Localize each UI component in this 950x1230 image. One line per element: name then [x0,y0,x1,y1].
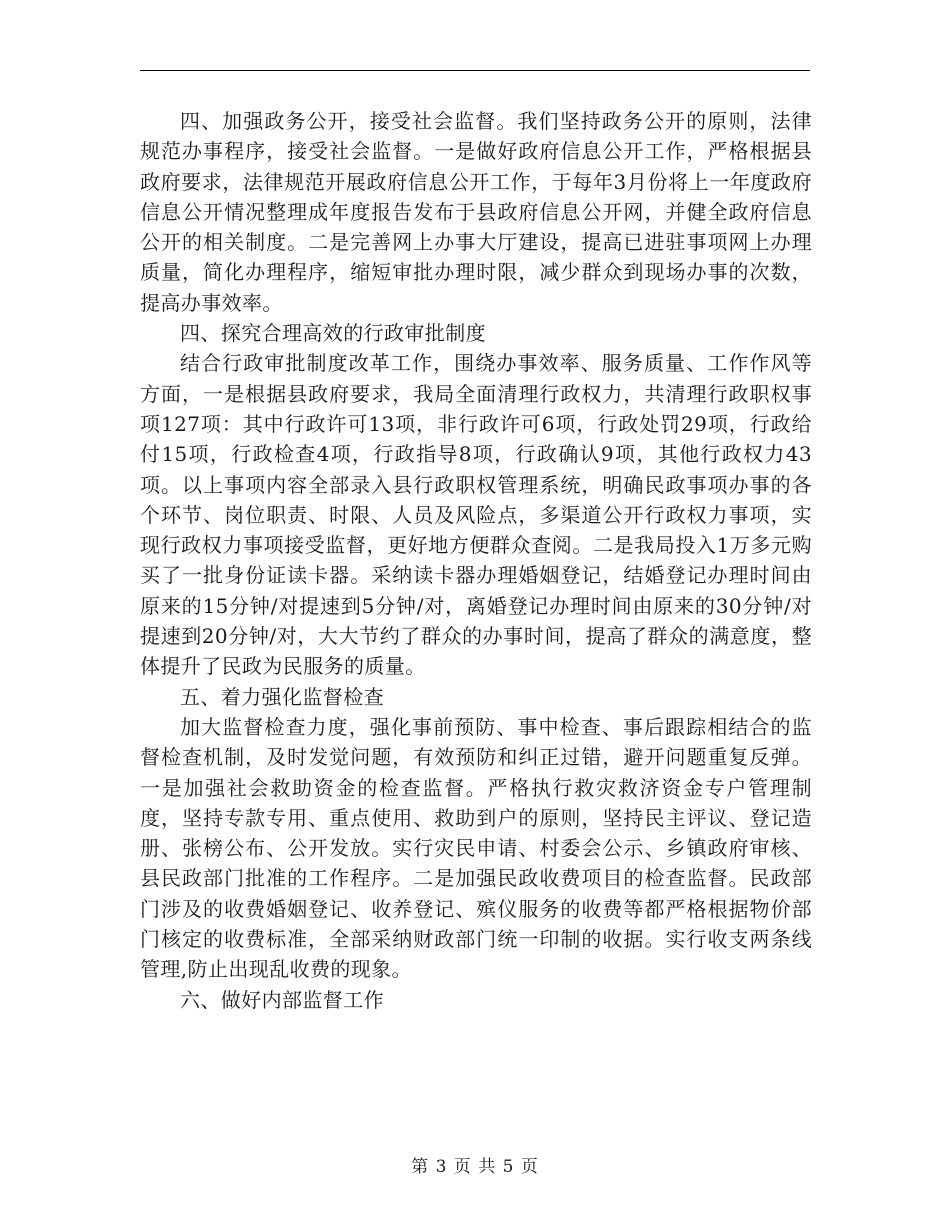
header-rule [140,70,810,71]
paragraph-public-affairs: 四、加强政务公开，接受社会监督。我们坚持政务公开的原则，法律规范办事程序，接受社会监督。一是做好政府信息公开工作，严格根据县政府要求，法律规范开展政府信息公开工作，于每年3月份将上一年度政府信息公开情况整理成年度报告发布于县政府信息公开网，并健全政府信息公开的相关制度。二是完善网上办事大厅建设，提高已进驻事项网上办理质量，简化办理程序，缩短审批办理时限，减少群众到现场办事的次数，提高办事效率。 [140,109,812,315]
heading-supervision: 五、着力强化监督检查 [180,684,384,709]
paragraph-supervision: 加大监督检查力度，强化事前预防、事中检查、事后跟踪相结合的监督检查机制，及时发觉问题，有效预防和纠正过错，避开问题重复反弹。一是加强社会救助资金的检查监督。严格执行救灾救济资金专户管理制度，坚持专款专用、重点使用、救助到户的原则，坚持民主评议、登记造册、张榜公布、公开发放。实行灾民申请、村委会公示、乡镇政府审核、县民政部门批准的工作程序。二是加强民政收费项目的检查监督。民政部门涉及的收费婚姻登记、收养登记、殡仪服务的收费等都严格根据物价部门核定的收费标准，全部采纳财政部门统一印制的收据。实行收支两条线管理,防止出现乱收费的现象。 [140,714,812,982]
document-body [140,106,812,1015]
page-footer: 第 3 页 共 5 页 [411,1157,539,1177]
heading-approval-system: 四、探究合理高效的行政审批制度 [180,321,486,346]
paragraph-approval-system: 结合行政审批制度改革工作，围绕办事效率、服务质量、工作作风等方面，一是根据县政府要求，我局全面清理行政权力，共清理行政职权事项127项：其中行政许可13项，非行政许可6项，行政处罚29项，行政给付15项，行政检查4项，行政指导8项，行政确认9项，其他行政权力43项。以上事项内容全部录入县行政职权管理系统，明确民政事项办事的各个环节、岗位职责、时限、人员及风险点，多渠道公开行政权力事项，实现行政权力事项接受监督，更好地方便群众查阅。二是我局投入1万多元购买了一批身份证读卡器。采纳读卡器办理婚姻登记，结婚登记办理时间由原来的15分钟/对提速到5分钟/对，离婚登记办理时间由原来的30分钟/对提速到20分钟/对，大大节约了群众的办事时间，提高了群众的满意度，整体提升了民政为民服务的质量。 [140,351,812,679]
heading-internal-supervision: 六、做好内部监督工作 [180,987,384,1012]
